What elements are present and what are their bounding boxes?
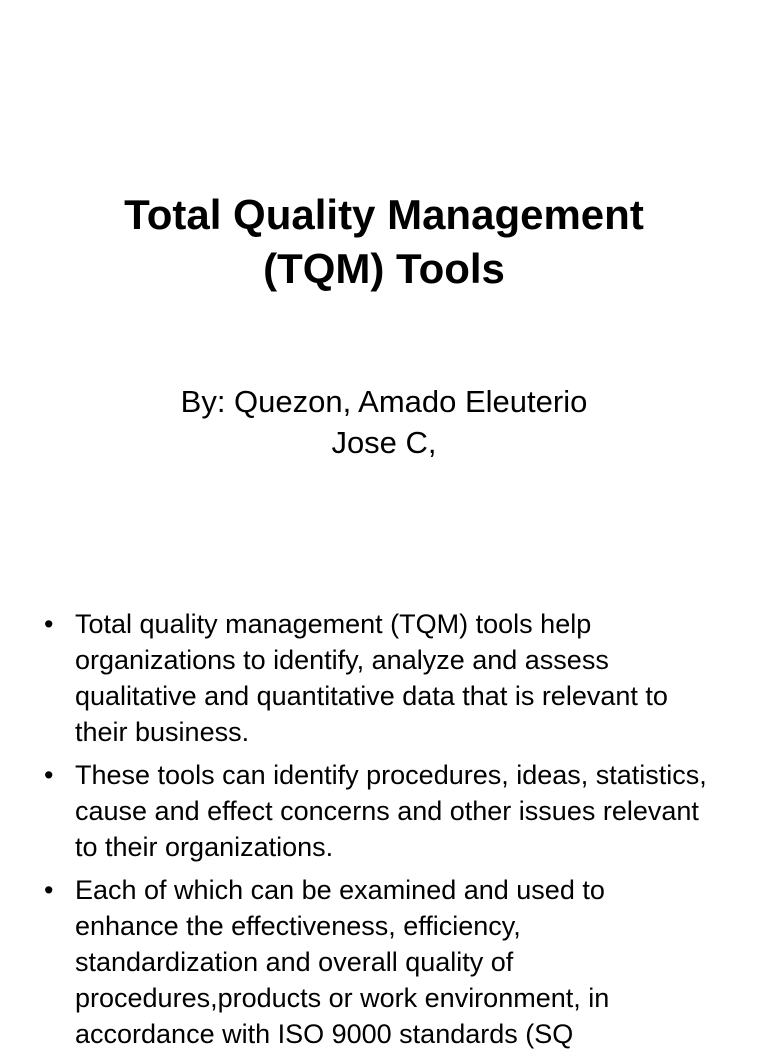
bullet-text: Total quality management (TQM) tools help organizations to identify, analyze and assess qualitative and quantitative data that is relevant to their business. <box>75 609 668 747</box>
bullet-item <box>0 757 768 865</box>
author-line-2: Jose C, <box>331 425 437 460</box>
bullet-item <box>0 606 768 750</box>
slide-title-line-1: Total Quality Management <box>124 191 644 238</box>
bullet-item <box>0 872 768 1052</box>
bullet-list <box>0 606 768 1059</box>
bullet-dot-icon: • <box>44 760 54 790</box>
bullet-dot-icon: • <box>44 875 54 905</box>
bullet-text: Each of which can be examined and used to enhance the effectiveness, efficiency, standardization and overall quality of procedures,products or work environment, in accordance with ISO 9000 standards (SQ <box>75 875 610 1049</box>
content-slide <box>0 560 768 1049</box>
author-byline <box>0 381 768 463</box>
bullet-text: These tools can identify procedures, ideas, statistics, cause and effect concerns and other issues relevant to their organizations. <box>75 760 707 862</box>
slide-title-line-2: (TQM) Tools <box>263 245 505 292</box>
author-line-1: By: Quezon, Amado Eleuterio <box>180 384 588 419</box>
bullet-dot-icon: • <box>44 609 54 639</box>
slide-title <box>0 188 768 296</box>
